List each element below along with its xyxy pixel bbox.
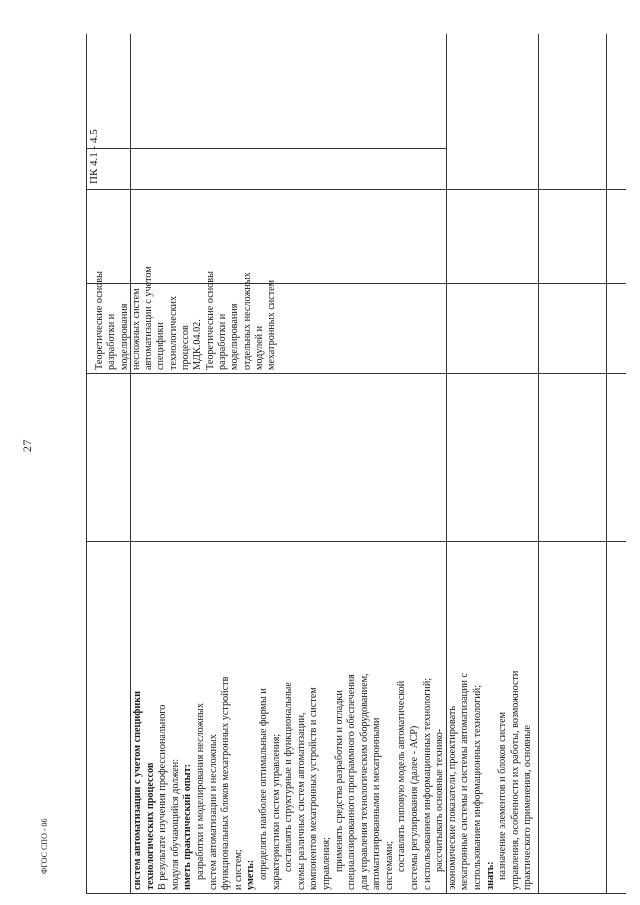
table-border-line — [606, 34, 607, 894]
mdk-line: моделирования — [118, 303, 130, 370]
page-number: 27 — [20, 439, 34, 452]
competency-line: практического применения, основные — [522, 725, 534, 890]
competency-line: для управления технологическим оборудованием, — [358, 673, 370, 890]
competency-line: автоматизированными и мехатронными — [371, 717, 383, 890]
competency-line: уметь: — [245, 859, 257, 890]
competency-line: систем автоматизации и несложных — [207, 734, 219, 890]
competency-line: характеристики систем управления; — [270, 733, 282, 890]
competency-description — [132, 538, 535, 890]
competency-line: разработки и моделирования несложных — [194, 703, 206, 880]
competency-line: определять наиболее оптимальные формы и — [257, 688, 269, 880]
competency-line: иметь практический опыт: — [182, 763, 194, 890]
mdk-line: разработки и — [216, 313, 228, 370]
competency-line: с использованием информационных технологий; — [421, 677, 433, 890]
competency-line: экономические показатели, проектировать — [446, 705, 458, 890]
competency-line: составлять типовую модель автоматической — [396, 680, 408, 872]
competency-line: технологических процессов — [144, 762, 156, 890]
competency-line: составлять структурные и функциональные — [283, 682, 295, 872]
table-border-line — [130, 34, 131, 894]
mdk-line: процессов — [180, 325, 192, 370]
mdk-line: отдельных несложных — [241, 272, 253, 370]
professional-competencies: ПК 4.1 - 4.5 — [88, 129, 100, 184]
competency-line: В результате изучения профессионального — [157, 704, 169, 890]
competency-line: мехатронные системы и системы автоматизации с — [459, 672, 471, 890]
table-border-line — [86, 893, 626, 894]
competency-line: систем автоматизации с учетом специфики — [132, 691, 143, 890]
footer-standard-code: ФГОС СПО - 06 — [40, 818, 49, 874]
competency-line: компонентов мехатронных устройств и систем — [308, 687, 320, 890]
competency-line: системами; — [383, 840, 395, 890]
mdk-line: МДК.04.02. — [192, 319, 204, 370]
competency-line: специализированного программного обеспечения — [346, 674, 358, 890]
mdk-line: технологических — [167, 295, 179, 370]
competency-line: управления, особенности их работы, возможности — [509, 670, 521, 890]
competency-line: и систем; — [232, 849, 244, 890]
mdk-course-names — [94, 198, 278, 370]
mdk-line: моделирования — [229, 303, 241, 370]
competency-line: рассчитывать основные технико- — [434, 728, 446, 872]
mdk-line: несложных систем — [130, 288, 142, 370]
competency-line: управления; — [320, 837, 332, 890]
competency-line: назначение элементов и блоков систем — [497, 711, 509, 880]
competency-line: функциональных блоков мехатронных устройств — [220, 676, 232, 890]
mdk-line: Теоретические основы — [204, 271, 216, 370]
table-border-line — [538, 34, 539, 894]
document-table-rotated — [86, 34, 626, 894]
mdk-line: специфики — [155, 322, 167, 370]
competency-line: знать: — [484, 861, 496, 890]
mdk-line: мехатронных систем — [266, 279, 278, 370]
table-border-line — [86, 373, 626, 374]
mdk-line: Теоретические основы — [94, 271, 105, 370]
mdk-line: разработки и — [106, 313, 118, 370]
mdk-line: автоматизации с учетом — [143, 266, 155, 370]
competency-line: модуля обучающийся должен: — [169, 758, 181, 890]
table-border-line — [86, 148, 446, 149]
competency-line: применять средства разработки и отладки — [333, 690, 345, 872]
mdk-line: модулей и — [253, 325, 265, 370]
competency-line: схемы различных систем автоматизации, — [295, 712, 307, 890]
table-border-line — [86, 34, 87, 894]
competency-line: использованием информационных технологий; — [472, 684, 484, 890]
table-border-line — [86, 189, 626, 190]
curriculum-table — [86, 34, 626, 894]
competency-line: системы регулирования (далее - АСР) — [409, 725, 421, 890]
